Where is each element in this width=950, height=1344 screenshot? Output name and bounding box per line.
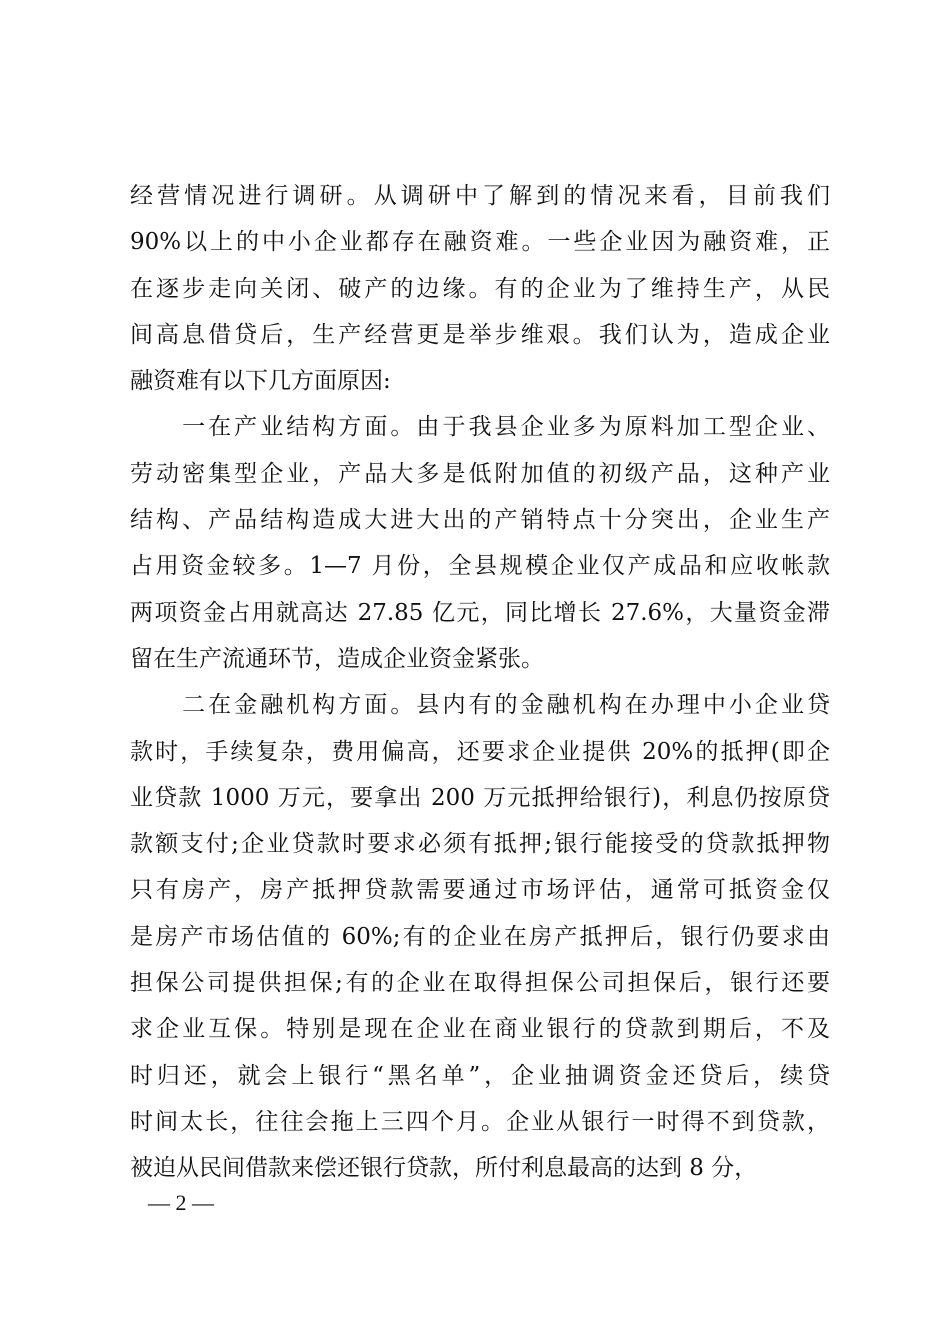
text-line: 融资难有以下几方面原因: xyxy=(130,368,391,395)
text-line: 留在生产流通环节，造成企业资金紧张。 xyxy=(130,645,544,672)
text-line: 被迫从民间借款来偿还银行贷款，所付利息最高的达到 8 分， xyxy=(130,1155,758,1182)
page-number: — 2 — xyxy=(148,1190,214,1215)
text-line: 二在金融机构方面。县内有的金融机构在办理中小企业贷 xyxy=(130,692,830,719)
paragraph xyxy=(130,404,830,682)
text-line: 两项资金占用就高达 27.85 亿元，同比增长 27.6%，大量资金滞 xyxy=(130,599,830,626)
text-line: 担保公司提供担保;有的企业在取得担保公司担保后，银行还要 xyxy=(130,970,830,997)
text-line: 时间太长，往往会拖上三四个月。企业从银行一时得不到贷款， xyxy=(130,1108,830,1135)
text-line: 款额支付;企业贷款时要求必须有抵押;银行能接受的贷款抵押物 xyxy=(130,831,830,858)
text-line: 时归还，就会上银行“黑名单”，企业抽调资金还贷后，续贷 xyxy=(130,1062,830,1089)
body-text xyxy=(130,173,830,1192)
text-line: 在逐步走向关闭、破产的边缘。有的企业为了维持生产，从民 xyxy=(130,275,830,302)
text-line: 劳动密集型企业，产品大多是低附加值的初级产品，这种产业 xyxy=(130,460,830,487)
text-line: 款时，手续复杂，费用偏高，还要求企业提供 20%的抵押(即企 xyxy=(130,738,830,765)
paragraph xyxy=(130,682,830,1191)
text-line: 占用资金较多。1—7 月份，全县规模企业仅产成品和应收帐款 xyxy=(130,553,830,580)
text-line: 只有房产，房产抵押贷款需要通过市场评估，通常可抵资金仅 xyxy=(130,877,830,904)
text-line: 间高息借贷后，生产经营更是举步维艰。我们认为，造成企业 xyxy=(130,321,830,348)
text-line: 结构、产品结构造成大进大出的产销特点十分突出，企业生产 xyxy=(130,507,830,534)
text-line: 是房产市场估值的 60%;有的企业在房产抵押后，银行仍要求由 xyxy=(130,923,830,950)
paragraph xyxy=(130,173,830,404)
text-line: 业贷款 1000 万元，要拿出 200 万元抵押给银行)，利息仍按原贷 xyxy=(130,784,830,811)
text-line: 一在产业结构方面。由于我县企业多为原料加工型企业、 xyxy=(130,414,830,441)
text-line: 求企业互保。特别是现在企业在商业银行的贷款到期后，不及 xyxy=(130,1016,830,1043)
text-line: 90%以上的中小企业都存在融资难。一些企业因为融资难，正 xyxy=(130,229,830,256)
text-line: 经营情况进行调研。从调研中了解到的情况来看，目前我们 xyxy=(130,183,830,209)
